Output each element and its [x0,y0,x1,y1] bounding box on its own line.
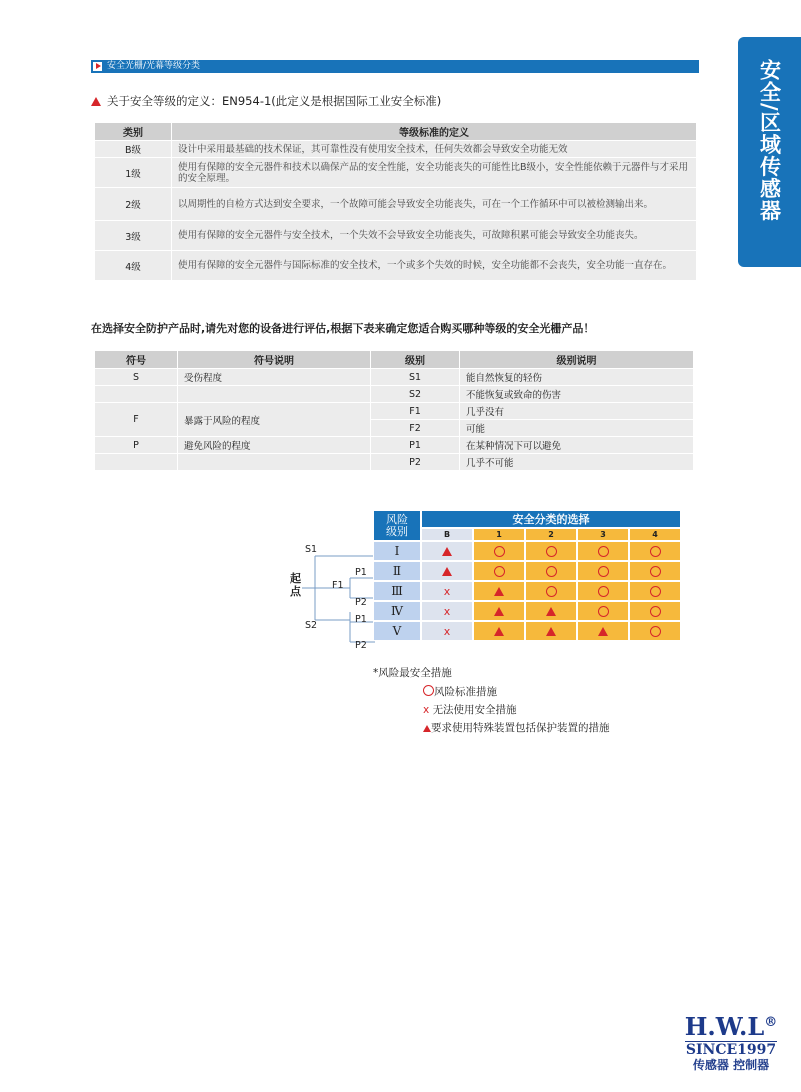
category-cell: 2级 [95,188,172,221]
table-row [95,403,694,420]
table-row [95,158,697,188]
matrix-cell [421,541,473,561]
matrix-cell [577,601,629,621]
risk-level-cell: Ⅱ [373,561,421,581]
p1-label: P1 [355,567,367,578]
symbol-table [94,350,694,471]
risk-level-cell: Ⅰ [373,541,421,561]
symbol-desc-cell [178,454,371,471]
circle-icon [598,546,609,557]
p2-label: P2 [355,640,367,651]
matrix-cell [577,581,629,601]
triangle-icon [442,547,452,556]
evaluation-heading: 在选择安全防护产品时,请先对您的设备进行评估,根据下表来确定您适合购买哪种等级的安全光栅产品！ [91,322,595,335]
matrix-cell [525,541,577,561]
symbol-cell: P [95,437,178,454]
hwl-logo [676,1010,786,1073]
risk-level-cell: Ⅲ [373,581,421,601]
triangle-icon [494,587,504,596]
table-row [95,141,697,158]
matrix-cell [525,601,577,621]
category-cell: 3级 [95,221,172,251]
risk-level-header: 风险级别 [373,510,421,541]
matrix-cell [577,561,629,581]
logo-tagline: 传感器 控制器 [692,1058,770,1072]
matrix-cell [473,601,525,621]
risk-level-cell: Ⅴ [373,621,421,641]
category-column-header: 2 [525,528,577,541]
matrix-cell [525,561,577,581]
circle-icon [650,626,661,637]
level-desc-cell: 不能恢复或致命的伤害 [460,386,694,403]
p1-label: P1 [355,614,367,625]
x-icon: x [443,604,451,618]
matrix-cell [473,541,525,561]
safety-category-matrix [373,510,682,658]
level-cell: S1 [371,369,460,386]
definition-cell: 使用有保障的安全元器件与安全技术，一个失效不会导致安全功能丧失，可故障积累可能会导致安全功能丧失。 [172,221,697,251]
definition-cell: 以周期性的自检方式达到安全要求，一个故障可能会导致安全功能丧失，可在一个工作循环中可以被检测输出来。 [172,188,697,221]
triangle-icon [442,567,452,576]
level-cell: P1 [371,437,460,454]
triangle-icon [423,725,431,732]
matrix-cell [525,621,577,641]
matrix-cell [421,561,473,581]
matrix-cell [421,581,473,601]
table-row [95,454,694,471]
column-header: 类别 [95,123,172,141]
level-desc-cell: 在某种情况下可以避免 [460,437,694,454]
legend-circle-text: 风险标准措施 [434,686,497,698]
symbol-cell [95,454,178,471]
x-icon: x [423,704,433,716]
category-cell: 4级 [95,251,172,281]
symbol-cell [95,386,178,403]
circle-icon [650,546,661,557]
matrix-cell [473,561,525,581]
table-row [95,369,694,386]
category-cell: 1级 [95,158,172,188]
column-header: 等级标准的定义 [172,123,697,141]
category-column-header: 3 [577,528,629,541]
legend-circle-item [423,684,497,699]
matrix-cell [473,581,525,601]
column-header: 级别 [371,351,460,369]
definition-cell: 使用有保障的安全元器件与国际标准的安全技术，一个或多个失效的时候，安全功能都不会丧失，安全功能一直存在。 [172,251,697,281]
circle-icon [546,546,557,557]
circle-icon [650,606,661,617]
section-header-bar [91,60,699,73]
matrix-cell [577,621,629,641]
circle-icon [494,566,505,577]
s1-label: S1 [305,544,318,555]
level-cell: F2 [371,420,460,437]
matrix-cell [629,561,681,581]
definition-table [94,122,697,281]
circle-icon [598,586,609,597]
level-desc-cell: 几乎没有 [460,403,694,420]
triangle-icon [546,627,556,636]
circle-icon [650,586,661,597]
x-icon: x [443,624,451,638]
p2-label: P2 [355,597,367,608]
symbol-cell: S [95,369,178,386]
definition-cell: 使用有保障的安全元器件和技术以确保产品的安全性能，安全功能丧失的可能性比B级小，安全性能依赖于元器件与才采用的安全原理。 [172,158,697,188]
risk-level-cell: Ⅳ [373,601,421,621]
matrix-cell [421,621,473,641]
definition-heading [91,93,441,109]
category-side-tab [738,37,801,267]
circle-icon [546,586,557,597]
matrix-cell [629,621,681,641]
legend-x-item [423,702,517,717]
matrix-cell [629,601,681,621]
level-cell: P2 [371,454,460,471]
symbol-desc-cell [178,386,371,403]
level-cell: S2 [371,386,460,403]
triangle-icon [546,607,556,616]
symbol-desc-cell: 暴露于风险的程度 [178,403,371,437]
circle-icon [598,606,609,617]
legend-triangle-item [423,720,610,735]
definition-heading-text: 关于安全等级的定义：EN954-1(此定义是根据国际工业安全标准) [107,94,442,108]
selection-header: 安全分类的选择 [421,510,681,528]
start-label: 起点 [290,572,301,598]
play-icon [93,62,102,71]
column-header: 符号说明 [178,351,371,369]
circle-icon [546,566,557,577]
category-cell: B级 [95,141,172,158]
triangle-icon [494,607,504,616]
category-column-header: B [421,528,473,541]
matrix-cell [577,541,629,561]
side-tab-label: 安全/区域传感器 [757,59,782,222]
column-header: 级别说明 [460,351,694,369]
table-row [95,251,697,281]
f1-label: F1 [332,580,344,591]
matrix-cell [629,541,681,561]
logo-registered-mark: ® [764,1015,778,1030]
matrix-cell [473,621,525,641]
table-row [95,221,697,251]
column-header: 符号 [95,351,178,369]
table-row [95,437,694,454]
matrix-cell [525,581,577,601]
section-title: 安全光栅/光幕等级分类 [107,61,201,71]
triangle-icon [494,627,504,636]
logo-since: SINCE1997 [685,1042,777,1058]
legend-note: *风险最安全措施 [373,667,452,679]
category-column-header: 1 [473,528,525,541]
matrix-cell [629,581,681,601]
level-cell: F1 [371,403,460,420]
level-desc-cell: 能自然恢复的轻伤 [460,369,694,386]
s2-label: S2 [305,620,318,631]
logo-brand: H.W.L [684,1012,765,1041]
circle-icon [598,566,609,577]
category-column-header: 4 [629,528,681,541]
level-desc-cell: 可能 [460,420,694,437]
circle-icon [494,546,505,557]
x-icon: x [443,584,451,598]
table-row [95,386,694,403]
table-row [95,188,697,221]
matrix-cell [421,601,473,621]
definition-cell: 设计中采用最基础的技术保证，其可靠性没有使用安全技术，任何失效都会导致安全功能无效 [172,141,697,158]
symbol-desc-cell: 受伤程度 [178,369,371,386]
legend-x-text: 无法使用安全措施 [432,704,517,716]
legend-triangle-text: 要求使用特殊装置包括保护装置的措施 [431,722,610,734]
circle-icon [423,685,434,696]
triangle-icon [598,627,608,636]
symbol-cell: F [95,403,178,437]
level-desc-cell: 几乎不可能 [460,454,694,471]
circle-icon [650,566,661,577]
symbol-desc-cell: 避免风险的程度 [178,437,371,454]
warning-triangle-icon [91,97,101,106]
